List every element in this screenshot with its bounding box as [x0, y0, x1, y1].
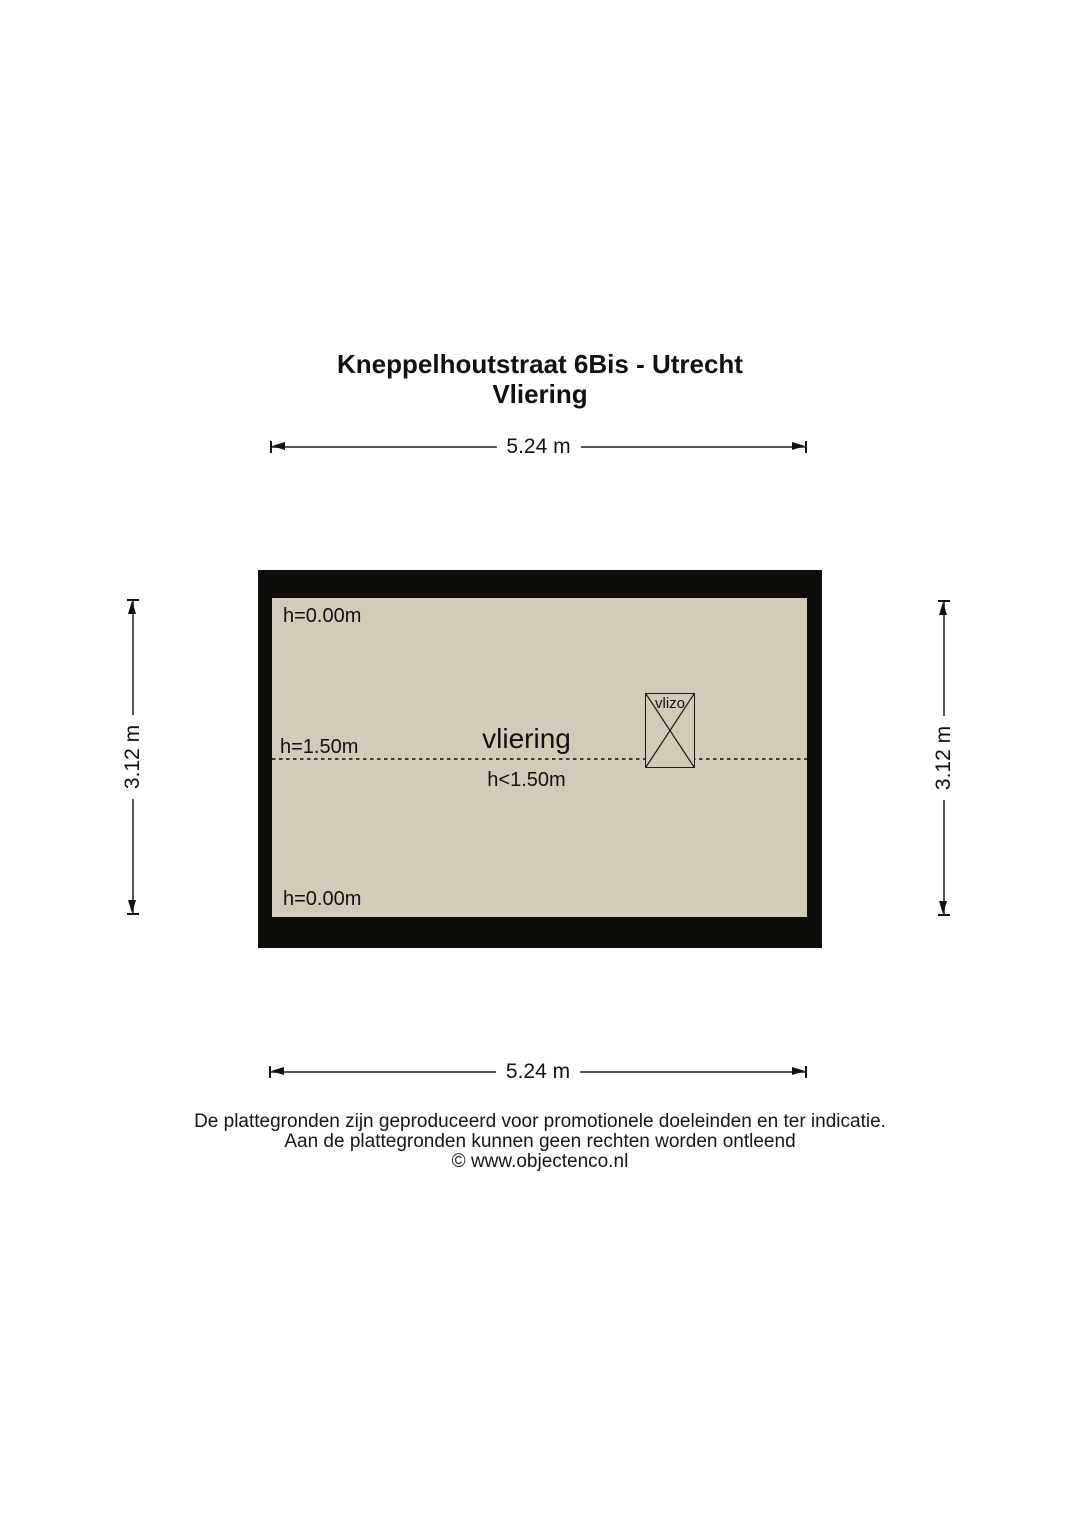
end-tick-icon — [938, 914, 950, 916]
dimension-bottom — [269, 1060, 807, 1083]
dimension-label-bottom: 5.24 m — [496, 1060, 580, 1084]
dimension-top — [270, 435, 807, 458]
arrow-left-icon — [272, 442, 285, 450]
floorplan-outline — [258, 570, 822, 948]
height-label-top: h=0.00m — [283, 605, 362, 627]
dimension-label-top: 5.24 m — [496, 435, 580, 459]
arrow-down-icon — [128, 900, 136, 913]
plan-title — [0, 349, 1080, 409]
floor-title: Vliering — [492, 379, 588, 409]
disclaimer-line-3: © www.objectenco.nl — [451, 1151, 629, 1172]
end-tick-icon — [269, 1066, 271, 1078]
height-boundary-dashed-line — [272, 758, 807, 760]
arrow-up-icon — [128, 601, 136, 614]
end-tick-icon — [938, 600, 950, 602]
dimension-label-right: 3.12 m — [932, 716, 956, 800]
end-tick-icon — [127, 599, 139, 601]
arrow-down-icon — [939, 901, 947, 914]
disclaimer-line-2: Aan de plattegronden kunnen geen rechten worden ontleend — [284, 1131, 796, 1152]
dimension-left — [121, 599, 144, 915]
loft-ladder-label: vlizo — [654, 695, 685, 712]
arrow-right-icon — [792, 442, 805, 450]
height-label-below: h<1.50m — [487, 769, 566, 791]
end-tick-icon — [805, 1066, 807, 1078]
dimension-label-left: 3.12 m — [121, 715, 145, 799]
arrow-right-icon — [792, 1067, 805, 1075]
room-name-label: vliering — [482, 723, 571, 754]
arrow-left-icon — [271, 1067, 284, 1075]
height-label-mid: h=1.50m — [280, 736, 359, 758]
height-label-bottom: h=0.00m — [283, 888, 362, 910]
end-tick-icon — [805, 441, 807, 453]
address-title: Kneppelhoutstraat 6Bis - Utrecht — [337, 349, 743, 379]
dimension-right — [932, 600, 955, 916]
end-tick-icon — [127, 913, 139, 915]
disclaimer-line-1: De plattegronden zijn geproduceerd voor promotionele doeleinden en ter indicatie. — [194, 1111, 886, 1132]
end-tick-icon — [270, 441, 272, 453]
arrow-up-icon — [939, 602, 947, 615]
disclaimer — [0, 1112, 1080, 1172]
room-vliering — [272, 598, 807, 917]
